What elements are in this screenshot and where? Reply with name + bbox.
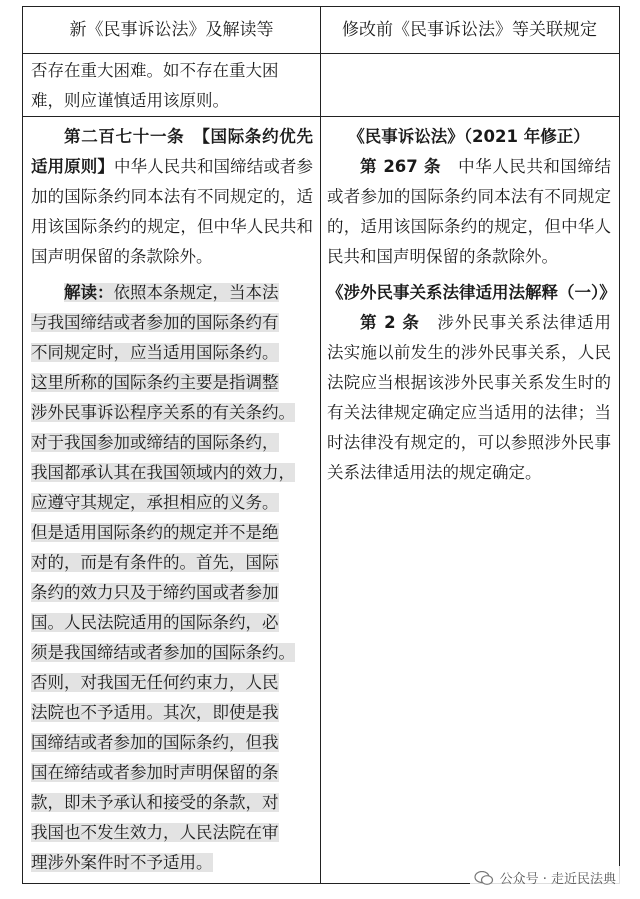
carryover-text <box>31 56 314 116</box>
interp-line: 我国也不发生效力，人民法院在审 <box>31 823 279 842</box>
column-divider <box>320 7 321 883</box>
comparison-table <box>22 6 620 884</box>
interp-line: 应遵守其规定，承担相应的义务。 <box>31 493 279 512</box>
article-body: 中华人民共和国缔结或者参加的国际条约同本法有不同规定的，适用该国际条约的规定，但中华人民共和国声明保留的条款除外。 <box>31 157 313 266</box>
interp-line: 对的，而是有条件的。首先，国际 <box>31 553 279 572</box>
law1-title: 《民事诉讼法》（2021 年修正） <box>348 127 590 146</box>
interp-line: 条约的效力只及于缔约国或者参加 <box>31 583 279 602</box>
row-divider <box>23 116 619 117</box>
interp-line: 理涉外案件时不予适用。 <box>31 853 213 872</box>
law2-article: 第 2 条 涉外民事关系法律适用法实施以前发生的涉外民事关系，人民法院应当根据该涉外民事关系发生时的有关法律规定确定应当适用的法律；当时法律没有规定的，可以参照涉外民事关系法律适用法的规定确定。 <box>327 313 612 482</box>
interp-label: 解读： <box>64 283 114 302</box>
carryover-line-1: 否存在重大困难。如不存在重大困 <box>31 61 279 80</box>
header-divider <box>23 53 619 54</box>
watermark <box>470 866 620 889</box>
watermark-text: 公众号 · 走近民法典 <box>499 872 616 887</box>
interp-line: 否则，对我国无任何约束力，人民 <box>31 673 279 692</box>
interpretation <box>31 278 313 878</box>
interp-line: 款，即未予承认和接受的条款，对 <box>31 793 279 812</box>
right-related-cell <box>327 122 616 488</box>
interp-line: 国缔结或者参加的国际条约，但我 <box>31 733 279 752</box>
interp-line: 国在缔结或者参加时声明保留的条 <box>31 763 279 782</box>
interp-line: 与我国缔结或者参加的国际条约有 <box>31 313 279 332</box>
law2-title: 《涉外民事关系法律适用法解释（一）》 <box>327 283 616 302</box>
interp-line: 解读：依照本条规定，当本法 <box>64 283 279 302</box>
interp-line: 不同规定时，应当适用国际条约。 <box>31 343 279 362</box>
interp-line: 这里所称的国际条约主要是指调整 <box>31 373 279 392</box>
article-271 <box>31 122 313 272</box>
interp-line: 对于我国参加或缔结的国际条约， <box>31 433 279 452</box>
interp-line: 须是我国缔结或者参加的国际条约。 <box>31 643 295 662</box>
interp-line: 涉外民事诉讼程序关系的有关条约。 <box>31 403 295 422</box>
header-left: 新《民事诉讼法》及解读等 <box>69 20 274 40</box>
carryover-line-2: 难，则应谨慎适用该原则。 <box>31 91 229 110</box>
article-title: 【国际条约优先适用原则】 <box>31 127 314 176</box>
wechat-icon <box>474 871 494 885</box>
interp-line: 我国都承认其在我国领域内的效力， <box>31 463 295 482</box>
interp-line: 国。人民法院适用的国际条约，必 <box>31 613 279 632</box>
left-article-cell <box>31 122 313 878</box>
header-right: 修改前《民事诉讼法》等关联规定 <box>342 20 597 40</box>
article-number: 第二百七十一条 <box>64 127 185 146</box>
interp-line: 法院也不予适用。其次，即使是我 <box>31 703 279 722</box>
law1-article: 第 267 条 中华人民共和国缔结或者参加的国际条约同本法有不同规定的，适用该国际条约的规定，但中华人民共和国声明保留的条款除外。 <box>327 157 612 266</box>
interp-line: 但是适用国际条约的规定并不是绝 <box>31 523 279 542</box>
